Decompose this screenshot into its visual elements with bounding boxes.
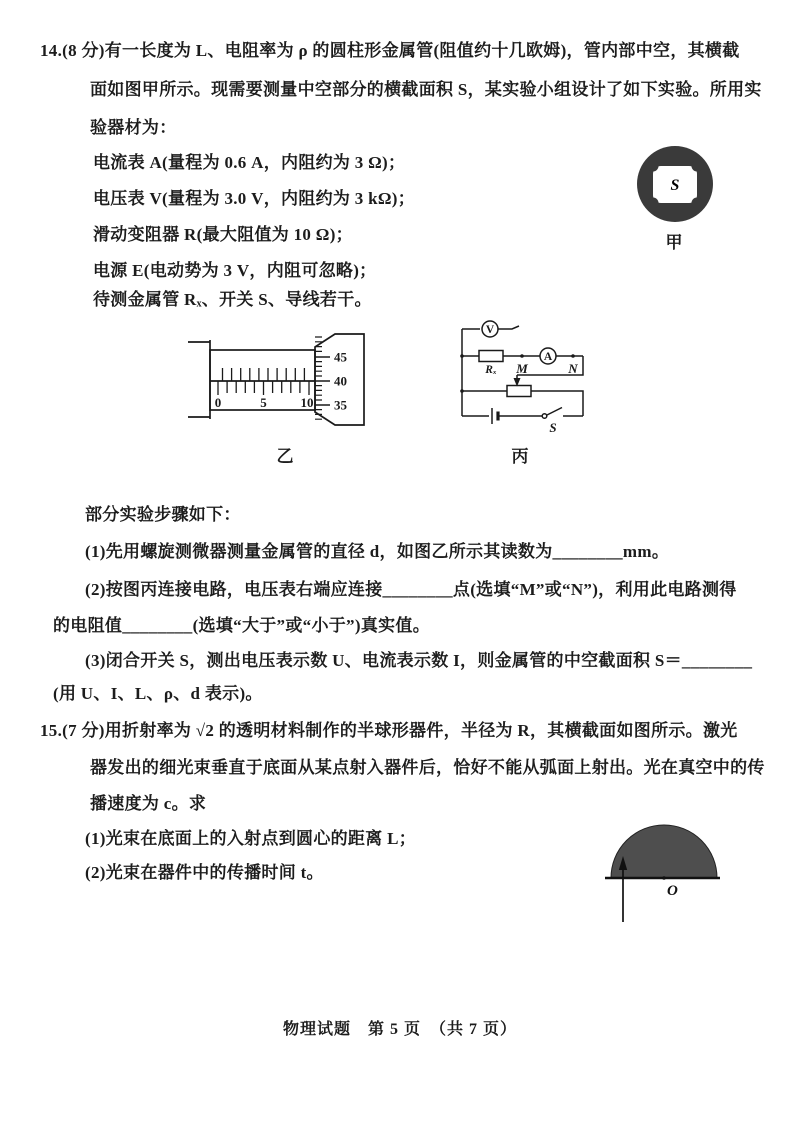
- main-scale-5: 5: [260, 395, 267, 410]
- q14-intro-line1: 14.(8 分)有一长度为 L、电阻率为 ρ 的圆柱形金属管(阻值约十几欧姆)，管内部中空，其横截: [40, 41, 740, 60]
- figure-yi-label: 乙: [276, 447, 294, 466]
- rheostat-body: [507, 386, 531, 397]
- q14-equipment-tube: 待测金属管 Rₓ、开关 S、导线若干。: [93, 290, 372, 309]
- q14-step3-line1: (3)闭合开关 S，测出电压表示数 U、电流表示数 I，则金属管的中空截面积 S＝________: [85, 651, 753, 670]
- q14-step1: (1)先用螺旋测微器测量金属管的直径 d，如图乙所示其读数为________mm。: [85, 542, 670, 561]
- main-scale-10: 10: [300, 395, 314, 410]
- q14-equipment-voltmeter: 电压表 V(量程为 3.0 V，内阻约为 3 kΩ)；: [93, 189, 416, 208]
- q14-equipment-rheostat: 滑动变阻器 R(最大阻值为 10 Ω)；: [93, 225, 353, 244]
- figure-jia-tube-cross-section: [630, 140, 720, 232]
- point-n-label: N: [568, 361, 578, 376]
- thimble-35: 35: [334, 397, 347, 413]
- q14-equipment-battery: 电源 E(电动势为 3 V，内阻可忽略)；: [93, 261, 377, 280]
- switch-label: S: [549, 420, 557, 435]
- figure-jia-label: 甲: [665, 233, 683, 252]
- rx-resistor: [479, 351, 503, 362]
- point-n-dot: [571, 354, 575, 358]
- point-m-label: M: [516, 361, 528, 376]
- switch-pivot: [542, 414, 547, 419]
- micrometer-frame: [188, 340, 210, 419]
- q15-part1: (1)光束在底面上的入射点到圆心的距离 L；: [85, 829, 417, 848]
- q15-intro-line3: 播速度为 c。求: [90, 794, 207, 813]
- figure-bing-circuit: [450, 315, 600, 440]
- main-scale-0: 0: [214, 395, 222, 410]
- page-footer: 物理试题 第 5 页 （共 7 页）: [282, 1021, 517, 1038]
- q15-part2: (2)光束在器件中的传播时间 t。: [85, 863, 324, 882]
- center-o-label: O: [667, 883, 678, 899]
- q15-intro-line1: 15.(7 分)用折射率为 √2 的透明材料制作的半球形器件，半径为 R，其横截面如图所示。激光: [40, 721, 738, 740]
- point-m-dot: [520, 354, 524, 358]
- q14-equipment-ammeter: 电流表 A(量程为 0.6 A，内阻约为 3 Ω)；: [93, 153, 406, 172]
- center-dot: [662, 876, 666, 880]
- q14-step2-line1: (2)按图丙连接电路，电压表右端应连接________点(选填“M”或“N”)，利用此电路测得: [85, 580, 737, 599]
- main-scale-half-ticks: [223, 368, 305, 381]
- figure-semicircle-device: [595, 812, 730, 927]
- q14-step2-line2: 的电阻值________(选填“大于”或“小于”)真实值。: [53, 616, 431, 635]
- ammeter-letter: A: [543, 351, 553, 363]
- q15-intro-line2: 器发出的细光束垂直于底面从某点射入器件后，恰好不能从弧面上射出。光在真空中的传: [90, 758, 765, 777]
- figure-yi-micrometer: [183, 318, 398, 438]
- figure-bing-label: 丙: [511, 447, 529, 466]
- voltmeter-letter: V: [485, 324, 495, 336]
- rheostat-wire: [462, 391, 583, 416]
- q14-steps-header: 部分实验步骤如下：: [85, 505, 241, 524]
- q14-step3-line2: (用 U、I、L、ρ、d 表示)。: [53, 684, 263, 703]
- main-scale-mm-ticks: [218, 381, 309, 395]
- switch-lever: [547, 408, 562, 416]
- q14-intro-line3: 验器材为：: [90, 118, 177, 137]
- area-symbol: S: [670, 177, 680, 194]
- thimble-40: 40: [334, 373, 347, 389]
- thimble-ticks: [315, 337, 330, 419]
- q14-intro-line2: 面如图甲所示。现需要测量中空部分的横截面积 S，某实验小组设计了如下实验。所用实: [90, 80, 762, 99]
- thimble-45: 45: [334, 349, 347, 365]
- rx-label: Rₓ: [485, 364, 497, 376]
- semicircle-body: [611, 825, 717, 878]
